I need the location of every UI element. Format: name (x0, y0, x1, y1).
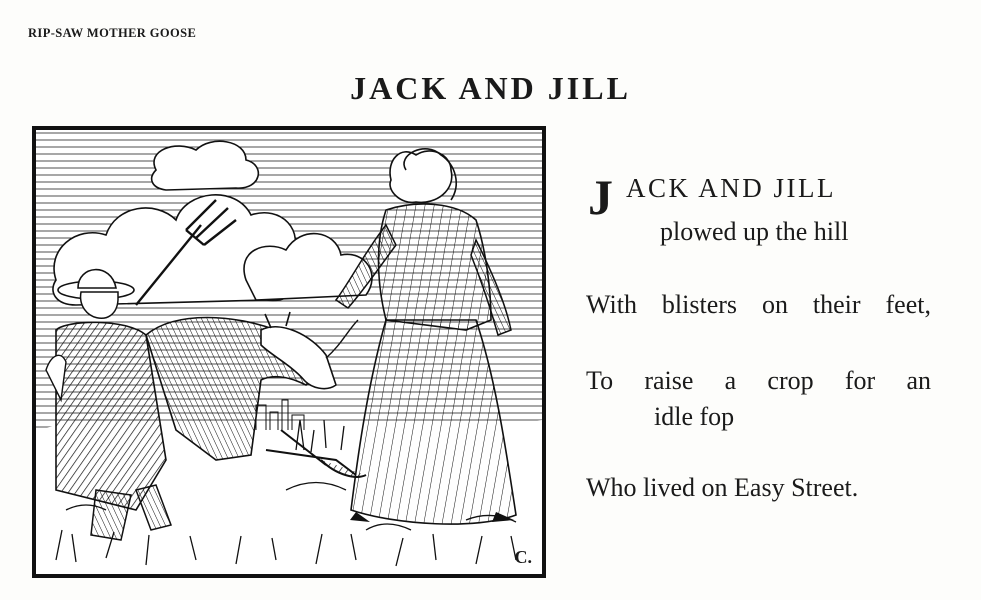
illustration (36, 130, 542, 574)
illustration-plate (32, 126, 546, 578)
verse-line-5: idle fop (654, 401, 735, 431)
verse-line-1-text: ACK AND JILL (626, 173, 836, 203)
verse-line-1 (586, 168, 931, 225)
running-head: RIP-SAW MOTHER GOOSE (28, 26, 197, 40)
verse-line-6: Who lived on Easy Street. (586, 472, 859, 502)
page-title: JACK AND JILL (350, 70, 631, 106)
drop-cap: J (588, 169, 613, 225)
verse (586, 168, 931, 503)
verse-line-2: plowed up the hill (660, 217, 849, 246)
verse-line-4: To raise a crop for an (586, 366, 931, 396)
artist-signature: C. (514, 547, 532, 567)
verse-line-3: With blisters on their feet, (586, 290, 931, 320)
